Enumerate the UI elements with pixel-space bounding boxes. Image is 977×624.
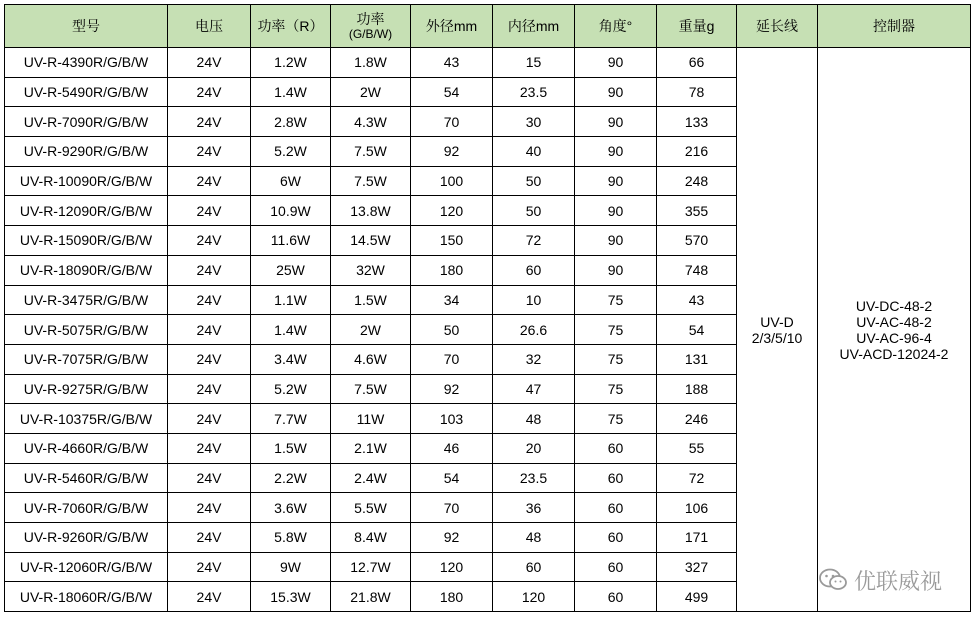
outer-diameter-cell: 92 [411, 523, 493, 553]
model-cell: UV-R-4390R/G/B/W [5, 48, 168, 78]
power-r-cell: 2.8W [251, 107, 331, 137]
inner-diameter-cell: 23.5 [493, 77, 575, 107]
voltage-cell: 24V [168, 226, 251, 256]
voltage-cell: 24V [168, 433, 251, 463]
outer-diameter-cell: 70 [411, 493, 493, 523]
angle-cell: 75 [575, 344, 657, 374]
weight-cell: 327 [657, 552, 737, 582]
inner-diameter-cell: 26.6 [493, 315, 575, 345]
voltage-cell: 24V [168, 552, 251, 582]
weight-cell: 133 [657, 107, 737, 137]
power-gbw-cell: 5.5W [331, 493, 411, 523]
inner-diameter-cell: 15 [493, 48, 575, 78]
angle-cell: 90 [575, 226, 657, 256]
angle-cell: 60 [575, 433, 657, 463]
inner-diameter-cell: 32 [493, 344, 575, 374]
weight-cell: 570 [657, 226, 737, 256]
header-outer-diameter: 外径mm [411, 5, 493, 48]
weight-cell: 55 [657, 433, 737, 463]
power-r-cell: 9W [251, 552, 331, 582]
table-body [5, 48, 971, 612]
spec-table [4, 4, 971, 612]
angle-cell: 90 [575, 196, 657, 226]
angle-cell: 75 [575, 374, 657, 404]
inner-diameter-cell: 50 [493, 166, 575, 196]
power-r-cell: 2.2W [251, 463, 331, 493]
angle-cell: 75 [575, 285, 657, 315]
header-power-gbw [331, 5, 411, 48]
inner-diameter-cell: 48 [493, 404, 575, 434]
outer-diameter-cell: 70 [411, 344, 493, 374]
outer-diameter-cell: 120 [411, 552, 493, 582]
controller-model: UV-DC-48-2 [855, 297, 933, 314]
voltage-cell: 24V [168, 285, 251, 315]
voltage-cell: 24V [168, 344, 251, 374]
header-power-gbw-line2: (G/B/W) [348, 27, 393, 41]
model-cell: UV-R-10375R/G/B/W [5, 404, 168, 434]
weight-cell: 248 [657, 166, 737, 196]
power-r-cell: 10.9W [251, 196, 331, 226]
angle-cell: 60 [575, 493, 657, 523]
voltage-cell: 24V [168, 374, 251, 404]
weight-cell: 72 [657, 463, 737, 493]
model-cell: UV-R-9290R/G/B/W [5, 137, 168, 167]
inner-diameter-cell: 120 [493, 582, 575, 612]
voltage-cell: 24V [168, 463, 251, 493]
weight-cell: 131 [657, 344, 737, 374]
angle-cell: 90 [575, 107, 657, 137]
model-cell: UV-R-4660R/G/B/W [5, 433, 168, 463]
outer-diameter-cell: 92 [411, 137, 493, 167]
controller-model: UV-ACD-12024-2 [839, 345, 949, 362]
power-r-cell: 15.3W [251, 582, 331, 612]
angle-cell: 60 [575, 582, 657, 612]
voltage-cell: 24V [168, 107, 251, 137]
power-gbw-cell: 13.8W [331, 196, 411, 226]
weight-cell: 171 [657, 523, 737, 553]
power-gbw-cell: 14.5W [331, 226, 411, 256]
header-power-gbw-line1: 功率 [356, 11, 385, 27]
power-r-cell: 3.4W [251, 344, 331, 374]
outer-diameter-cell: 46 [411, 433, 493, 463]
header-angle: 角度° [575, 5, 657, 48]
inner-diameter-cell: 50 [493, 196, 575, 226]
power-r-cell: 5.2W [251, 374, 331, 404]
inner-diameter-cell: 40 [493, 137, 575, 167]
watermark [818, 565, 942, 595]
model-cell: UV-R-12060R/G/B/W [5, 552, 168, 582]
power-r-cell: 7.7W [251, 404, 331, 434]
weight-cell: 748 [657, 255, 737, 285]
angle-cell: 90 [575, 77, 657, 107]
outer-diameter-cell: 54 [411, 463, 493, 493]
header-weight: 重量g [657, 5, 737, 48]
power-gbw-cell: 7.5W [331, 374, 411, 404]
outer-diameter-cell: 180 [411, 582, 493, 612]
angle-cell: 90 [575, 48, 657, 78]
inner-diameter-cell: 23.5 [493, 463, 575, 493]
voltage-cell: 24V [168, 255, 251, 285]
outer-diameter-cell: 54 [411, 77, 493, 107]
header-power-r: 功率（R） [251, 5, 331, 48]
outer-diameter-cell: 92 [411, 374, 493, 404]
angle-cell: 60 [575, 463, 657, 493]
controller-cell [818, 48, 971, 612]
voltage-cell: 24V [168, 166, 251, 196]
inner-diameter-cell: 10 [493, 285, 575, 315]
voltage-cell: 24V [168, 582, 251, 612]
header-extension: 延长线 [737, 5, 818, 48]
power-gbw-cell: 4.3W [331, 107, 411, 137]
voltage-cell: 24V [168, 137, 251, 167]
angle-cell: 75 [575, 315, 657, 345]
inner-diameter-cell: 36 [493, 493, 575, 523]
voltage-cell: 24V [168, 493, 251, 523]
outer-diameter-cell: 100 [411, 166, 493, 196]
weight-cell: 216 [657, 137, 737, 167]
model-cell: UV-R-18090R/G/B/W [5, 255, 168, 285]
watermark-text: 优联威视 [854, 569, 943, 595]
angle-cell: 60 [575, 523, 657, 553]
power-r-cell: 1.4W [251, 315, 331, 345]
weight-cell: 106 [657, 493, 737, 523]
power-gbw-cell: 2.4W [331, 463, 411, 493]
outer-diameter-cell: 150 [411, 226, 493, 256]
power-gbw-cell: 12.7W [331, 552, 411, 582]
header-model: 型号 [5, 5, 168, 48]
angle-cell: 60 [575, 552, 657, 582]
voltage-cell: 24V [168, 315, 251, 345]
power-r-cell: 25W [251, 255, 331, 285]
power-r-cell: 1.4W [251, 77, 331, 107]
inner-diameter-cell: 30 [493, 107, 575, 137]
inner-diameter-cell: 72 [493, 226, 575, 256]
power-gbw-cell: 2.1W [331, 433, 411, 463]
voltage-cell: 24V [168, 196, 251, 226]
model-cell: UV-R-5460R/G/B/W [5, 463, 168, 493]
outer-diameter-cell: 34 [411, 285, 493, 315]
model-cell: UV-R-18060R/G/B/W [5, 582, 168, 612]
inner-diameter-cell: 48 [493, 523, 575, 553]
weight-cell: 66 [657, 48, 737, 78]
header-controller: 控制器 [818, 5, 971, 48]
power-gbw-cell: 1.8W [331, 48, 411, 78]
table-row [5, 48, 971, 78]
power-gbw-cell: 2W [331, 315, 411, 345]
angle-cell: 90 [575, 137, 657, 167]
model-cell: UV-R-5075R/G/B/W [5, 315, 168, 345]
power-gbw-cell: 11W [331, 404, 411, 434]
weight-cell: 78 [657, 77, 737, 107]
outer-diameter-cell: 103 [411, 404, 493, 434]
weight-cell: 43 [657, 285, 737, 315]
power-r-cell: 5.8W [251, 523, 331, 553]
power-gbw-cell: 32W [331, 255, 411, 285]
model-cell: UV-R-5490R/G/B/W [5, 77, 168, 107]
outer-diameter-cell: 43 [411, 48, 493, 78]
model-cell: UV-R-3475R/G/B/W [5, 285, 168, 315]
weight-cell: 188 [657, 374, 737, 404]
extension-cable-cell [737, 48, 818, 612]
inner-diameter-cell: 47 [493, 374, 575, 404]
power-gbw-cell: 7.5W [331, 137, 411, 167]
angle-cell: 90 [575, 255, 657, 285]
header-row [5, 5, 971, 48]
outer-diameter-cell: 180 [411, 255, 493, 285]
controller-model: UV-AC-96-4 [856, 329, 932, 346]
power-gbw-cell: 4.6W [331, 344, 411, 374]
inner-diameter-cell: 60 [493, 552, 575, 582]
header-voltage: 电压 [168, 5, 251, 48]
weight-cell: 54 [657, 315, 737, 345]
outer-diameter-cell: 50 [411, 315, 493, 345]
power-gbw-cell: 1.5W [331, 285, 411, 315]
voltage-cell: 24V [168, 48, 251, 78]
power-r-cell: 6W [251, 166, 331, 196]
voltage-cell: 24V [168, 77, 251, 107]
power-r-cell: 1.5W [251, 433, 331, 463]
weight-cell: 355 [657, 196, 737, 226]
outer-diameter-cell: 120 [411, 196, 493, 226]
power-r-cell: 1.2W [251, 48, 331, 78]
angle-cell: 90 [575, 166, 657, 196]
controller-model: UV-AC-48-2 [856, 313, 932, 330]
model-cell: UV-R-7075R/G/B/W [5, 344, 168, 374]
inner-diameter-cell: 20 [493, 433, 575, 463]
power-gbw-cell: 7.5W [331, 166, 411, 196]
outer-diameter-cell: 70 [411, 107, 493, 137]
wechat-icon [818, 567, 848, 593]
weight-cell: 499 [657, 582, 737, 612]
model-cell: UV-R-7090R/G/B/W [5, 107, 168, 137]
inner-diameter-cell: 60 [493, 255, 575, 285]
power-r-cell: 5.2W [251, 137, 331, 167]
model-cell: UV-R-10090R/G/B/W [5, 166, 168, 196]
header-inner-diameter: 内径mm [493, 5, 575, 48]
power-gbw-cell: 21.8W [331, 582, 411, 612]
voltage-cell: 24V [168, 404, 251, 434]
power-gbw-cell: 2W [331, 77, 411, 107]
power-gbw-cell: 8.4W [331, 523, 411, 553]
model-cell: UV-R-9275R/G/B/W [5, 374, 168, 404]
angle-cell: 75 [575, 404, 657, 434]
voltage-cell: 24V [168, 523, 251, 553]
model-cell: UV-R-7060R/G/B/W [5, 493, 168, 523]
extension-cable-line: UV-D [760, 313, 794, 330]
weight-cell: 246 [657, 404, 737, 434]
model-cell: UV-R-12090R/G/B/W [5, 196, 168, 226]
power-r-cell: 1.1W [251, 285, 331, 315]
power-r-cell: 11.6W [251, 226, 331, 256]
model-cell: UV-R-9260R/G/B/W [5, 523, 168, 553]
power-r-cell: 3.6W [251, 493, 331, 523]
extension-cable-line: 2/3/5/10 [751, 329, 803, 346]
model-cell: UV-R-15090R/G/B/W [5, 226, 168, 256]
